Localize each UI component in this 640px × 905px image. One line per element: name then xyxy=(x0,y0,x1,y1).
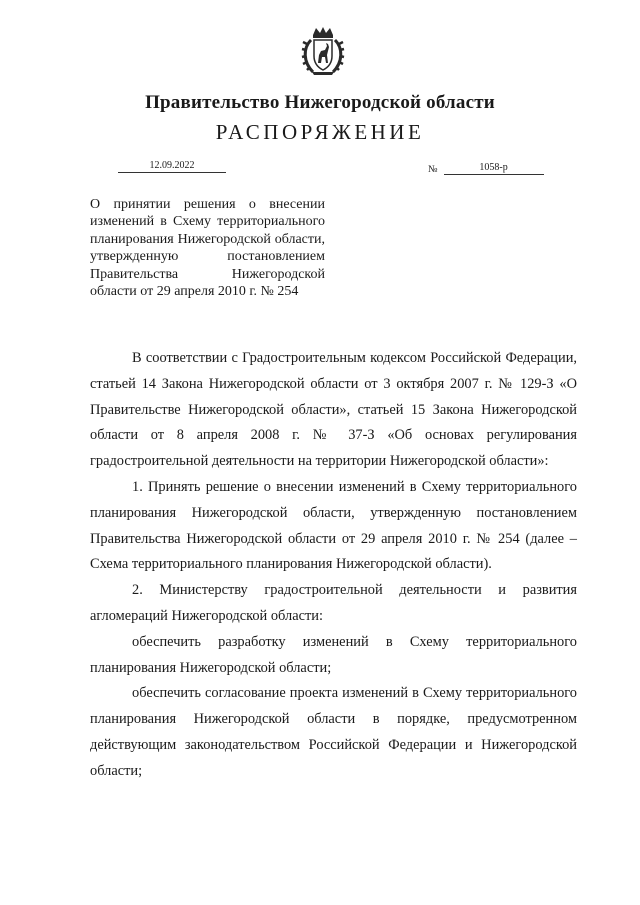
document-type: РАСПОРЯЖЕНИЕ xyxy=(215,120,425,144)
coat-of-arms-icon xyxy=(301,26,345,76)
body-paragraph: В соответствии с Градостроительным кодексом Российской Федерации, статьей 14 Закона Нижегородской области от 3 октября 2007 г. № 129-З «О Правительстве Нижегородской области», статьей 15 Закона Нижегородской области от 8 апреля 2008 г. № 37-З «Об основах регулирования градостроительной деятельности на территории Нижегородской области»: xyxy=(90,350,577,470)
body-paragraph: обеспечить разработку изменений в Схему территориального планирования Нижегородской области; xyxy=(90,633,577,676)
body-paragraph: обеспечить согласование проекта изменений в Схему территориального планирования Нижегородской области в порядке, предусмотренном действующим законодательством Российской Федерации и Нижегородской области; xyxy=(90,685,577,779)
document-number: 1058-р xyxy=(444,162,544,175)
body-paragraph: 2. Министерству градостроительной деятельности и развития агломераций Нижегородской области: xyxy=(90,582,577,624)
document-body xyxy=(90,346,577,785)
body-paragraph: 1. Принять решение о внесении изменений в Схему территориального планирования Нижегородской области, утвержденную постановлением Правительства Нижегородской области от 29 апреля 2010 г. № 254 (далее – Схема территориального планирования Нижегородской области). xyxy=(90,478,577,573)
document-subject: О принятии решения о внесении изменений в Схему территориального планирования Нижегородской области, утвержденную постановлением Правительства Нижегородской области от 29 апреля 2010 г. № 254 xyxy=(90,197,325,300)
document-number-block xyxy=(428,162,544,175)
number-sign: № xyxy=(428,164,438,175)
document-date: 12.09.2022 xyxy=(118,160,226,173)
government-title: Правительство Нижегородской области xyxy=(145,92,495,113)
